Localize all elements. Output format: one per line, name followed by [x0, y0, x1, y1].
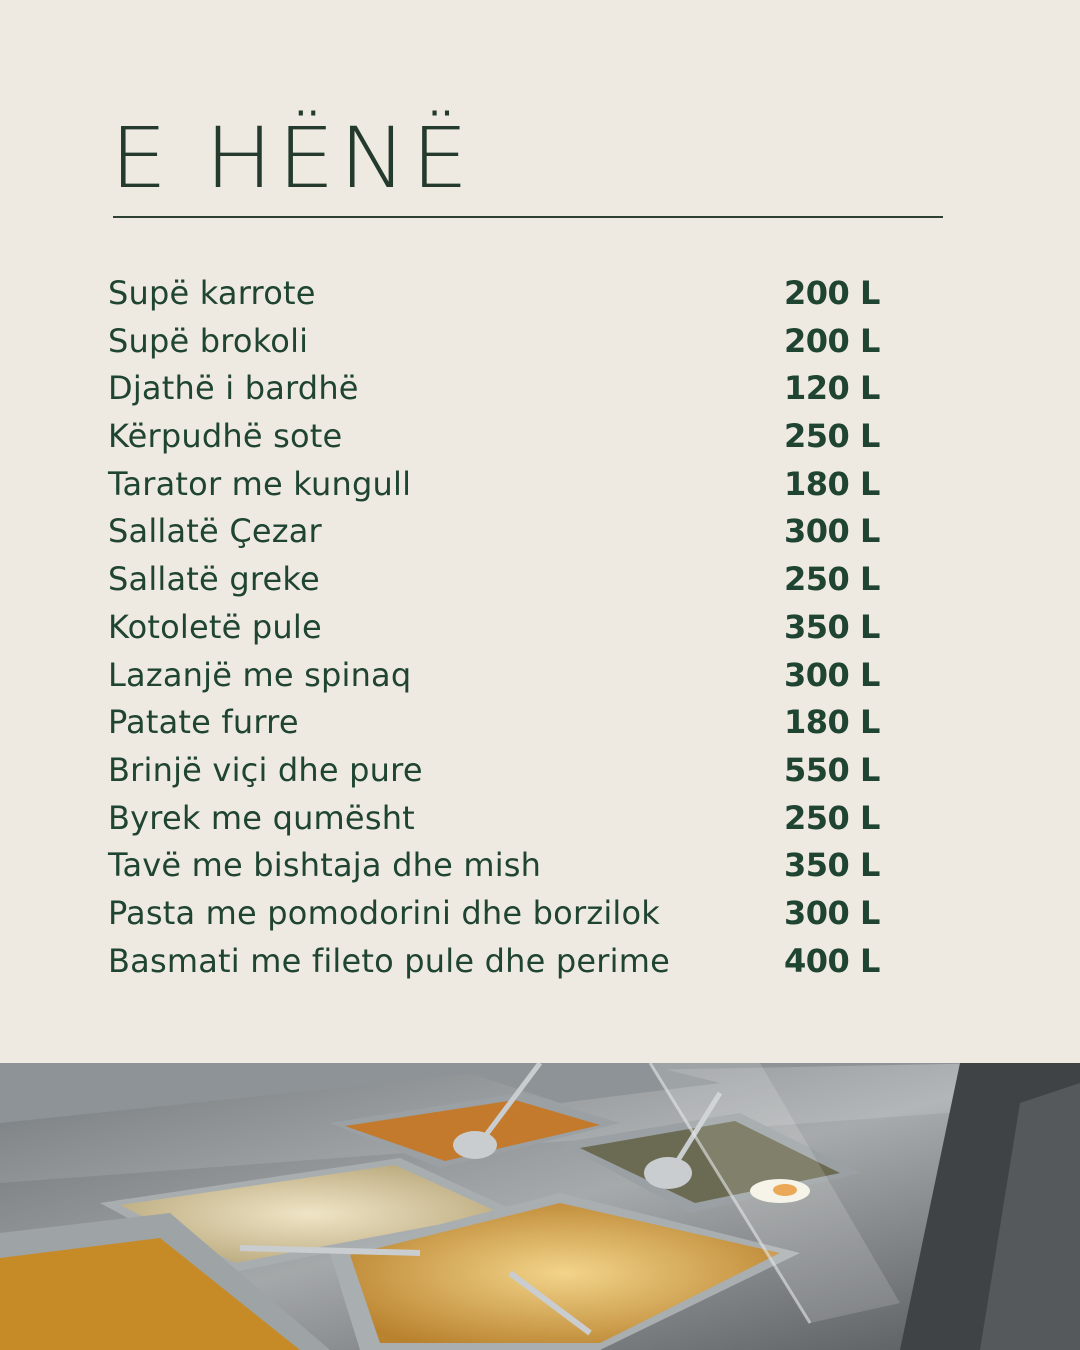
- menu-item-name: Supë karrote: [108, 274, 316, 312]
- menu-item-price: 400 L: [784, 941, 880, 980]
- menu-item-name: Patate furre: [108, 703, 299, 742]
- menu-item-price: 550 L: [784, 750, 880, 789]
- menu-item-name: Kërpudhë sote: [108, 417, 343, 456]
- page-title: E HËNË: [110, 109, 473, 207]
- menu-item: [108, 795, 908, 843]
- menu-item: [108, 508, 908, 556]
- menu-item: [108, 699, 908, 747]
- menu-item: [108, 890, 908, 938]
- menu-item-price: 180 L: [784, 464, 880, 503]
- menu-item-price: 350 L: [784, 607, 880, 646]
- menu-item: [108, 556, 908, 604]
- menu-item-name: Djathë i bardhë: [108, 369, 359, 408]
- menu-item-price: 200 L: [784, 321, 880, 360]
- menu-list: [108, 270, 908, 985]
- title-divider: [113, 216, 943, 218]
- menu-item-price: 120 L: [784, 369, 880, 408]
- menu-item-name: Tarator me kungull: [108, 464, 412, 503]
- menu-item-name: Tavë me bishtaja dhe mish: [108, 846, 542, 885]
- menu-item-name: Kotoletë pule: [108, 607, 322, 646]
- menu-item-price: 200 L: [784, 274, 880, 312]
- menu-item-price: 250 L: [784, 798, 880, 837]
- menu-item: [108, 842, 908, 890]
- menu-item: [108, 604, 908, 652]
- menu-item: [108, 270, 908, 318]
- menu-item: [108, 652, 908, 700]
- menu-item-name: Basmati me fileto pule dhe perime: [108, 941, 670, 980]
- menu-item-name: Brinjë viçi dhe pure: [108, 750, 423, 789]
- menu-item-price: 350 L: [784, 846, 880, 885]
- menu-item: [108, 413, 908, 461]
- menu-item-name: Sallatë Çezar: [108, 512, 322, 551]
- menu-item-price: 300 L: [784, 893, 880, 932]
- menu-item-name: Sallatë greke: [108, 560, 320, 599]
- menu-item-price: 300 L: [784, 512, 880, 551]
- menu-item: [108, 747, 908, 795]
- menu-item-price: 300 L: [784, 655, 880, 694]
- buffet-food-trays-photo: [0, 1063, 1080, 1350]
- menu-item: [108, 938, 908, 986]
- menu-item: [108, 365, 908, 413]
- menu-item-name: Lazanjë me spinaq: [108, 655, 412, 694]
- menu-item-price: 250 L: [784, 560, 880, 599]
- menu-item: [108, 461, 908, 509]
- menu-item-price: 180 L: [784, 703, 880, 742]
- menu-item-name: Byrek me qumësht: [108, 798, 415, 837]
- menu-item: [108, 318, 908, 366]
- menu-item-price: 250 L: [784, 417, 880, 456]
- menu-item-name: Supë brokoli: [108, 321, 309, 360]
- menu-item-name: Pasta me pomodorini dhe borzilok: [108, 893, 661, 932]
